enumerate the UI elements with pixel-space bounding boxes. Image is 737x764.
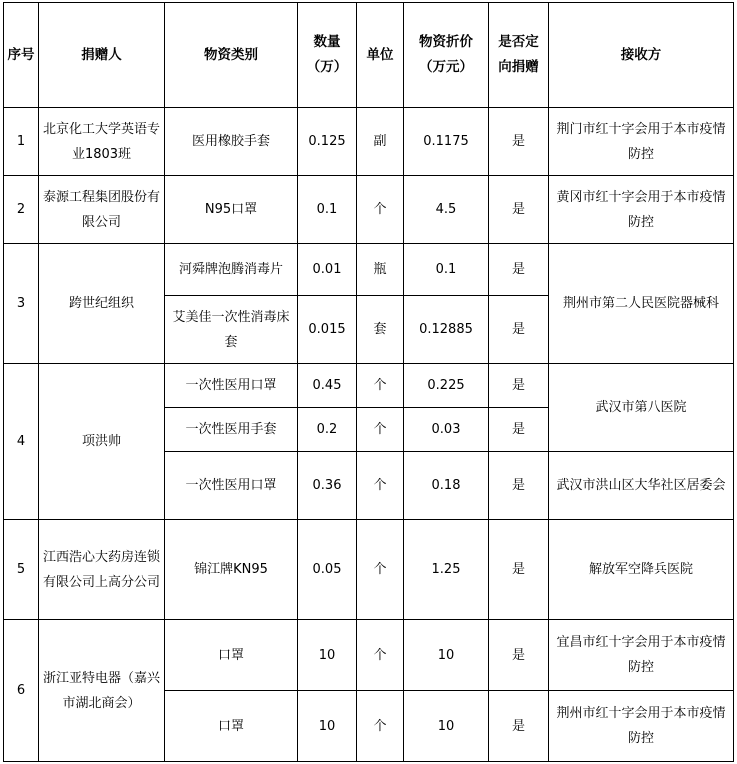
cell-recipient: 荆州市红十字会用于本市疫情防控 <box>549 691 734 762</box>
cell-donor: 北京化工大学英语专业1803班 <box>39 108 165 176</box>
cell-category: 口罩 <box>165 691 298 762</box>
cell-seq: 6 <box>4 620 39 762</box>
donation-table <box>3 2 734 762</box>
cell-unit: 副 <box>357 108 404 176</box>
cell-value: 0.1175 <box>404 108 489 176</box>
header-quantity: 数量（万） <box>298 3 357 108</box>
header-unit: 单位 <box>357 3 404 108</box>
cell-quantity: 10 <box>298 620 357 691</box>
cell-recipient: 武汉市洪山区大华社区居委会 <box>549 452 734 520</box>
cell-quantity: 0.05 <box>298 520 357 620</box>
cell-directed: 是 <box>489 108 549 176</box>
cell-donor: 项洪帅 <box>39 364 165 520</box>
cell-category: 一次性医用口罩 <box>165 452 298 520</box>
header-donor: 捐赠人 <box>39 3 165 108</box>
cell-value: 1.25 <box>404 520 489 620</box>
cell-value: 10 <box>404 620 489 691</box>
cell-directed: 是 <box>489 620 549 691</box>
table-row <box>4 520 734 620</box>
header-value: 物资折价（万元） <box>404 3 489 108</box>
table-row <box>4 108 734 176</box>
cell-directed: 是 <box>489 364 549 408</box>
cell-unit: 套 <box>357 296 404 364</box>
cell-seq: 2 <box>4 176 39 244</box>
cell-donor: 江西浩心大药房连锁有限公司上高分公司 <box>39 520 165 620</box>
header-directed: 是否定向捐赠 <box>489 3 549 108</box>
table-row <box>4 620 734 691</box>
cell-directed: 是 <box>489 408 549 452</box>
cell-seq: 4 <box>4 364 39 520</box>
cell-quantity: 0.1 <box>298 176 357 244</box>
cell-category: 口罩 <box>165 620 298 691</box>
cell-quantity: 0.36 <box>298 452 357 520</box>
cell-unit: 瓶 <box>357 244 404 296</box>
cell-donor: 泰源工程集团股份有限公司 <box>39 176 165 244</box>
header-recipient: 接收方 <box>549 3 734 108</box>
cell-category: 一次性医用手套 <box>165 408 298 452</box>
cell-category: 医用橡胶手套 <box>165 108 298 176</box>
cell-quantity: 10 <box>298 691 357 762</box>
cell-category: N95口罩 <box>165 176 298 244</box>
cell-recipient: 荆州市第二人民医院器械科 <box>549 244 734 364</box>
cell-value: 0.03 <box>404 408 489 452</box>
cell-seq: 5 <box>4 520 39 620</box>
cell-seq: 3 <box>4 244 39 364</box>
cell-unit: 个 <box>357 364 404 408</box>
cell-unit: 个 <box>357 452 404 520</box>
cell-value: 0.1 <box>404 244 489 296</box>
cell-unit: 个 <box>357 408 404 452</box>
cell-directed: 是 <box>489 296 549 364</box>
header-row <box>4 3 734 108</box>
cell-quantity: 0.2 <box>298 408 357 452</box>
cell-value: 0.18 <box>404 452 489 520</box>
cell-quantity: 0.45 <box>298 364 357 408</box>
cell-quantity: 0.125 <box>298 108 357 176</box>
cell-directed: 是 <box>489 244 549 296</box>
cell-category: 艾美佳一次性消毒床套 <box>165 296 298 364</box>
cell-donor: 跨世纪组织 <box>39 244 165 364</box>
cell-quantity: 0.015 <box>298 296 357 364</box>
cell-category: 一次性医用口罩 <box>165 364 298 408</box>
cell-value: 10 <box>404 691 489 762</box>
cell-recipient: 荆门市红十字会用于本市疫情防控 <box>549 108 734 176</box>
cell-recipient: 黄冈市红十字会用于本市疫情防控 <box>549 176 734 244</box>
cell-directed: 是 <box>489 691 549 762</box>
cell-value: 0.225 <box>404 364 489 408</box>
cell-category: 河舜牌泡腾消毒片 <box>165 244 298 296</box>
table-row <box>4 176 734 244</box>
cell-quantity: 0.01 <box>298 244 357 296</box>
table-row <box>4 244 734 296</box>
cell-category: 锦江牌KN95 <box>165 520 298 620</box>
cell-value: 4.5 <box>404 176 489 244</box>
cell-value: 0.12885 <box>404 296 489 364</box>
header-category: 物资类别 <box>165 3 298 108</box>
cell-recipient: 武汉市第八医院 <box>549 364 734 452</box>
cell-directed: 是 <box>489 176 549 244</box>
cell-recipient: 解放军空降兵医院 <box>549 520 734 620</box>
cell-unit: 个 <box>357 176 404 244</box>
cell-seq: 1 <box>4 108 39 176</box>
cell-donor: 浙江亚特电器（嘉兴市湖北商会） <box>39 620 165 762</box>
cell-directed: 是 <box>489 520 549 620</box>
cell-directed: 是 <box>489 452 549 520</box>
cell-unit: 个 <box>357 691 404 762</box>
table-row <box>4 364 734 408</box>
cell-recipient: 宜昌市红十字会用于本市疫情防控 <box>549 620 734 691</box>
cell-unit: 个 <box>357 620 404 691</box>
header-seq: 序号 <box>4 3 39 108</box>
cell-unit: 个 <box>357 520 404 620</box>
